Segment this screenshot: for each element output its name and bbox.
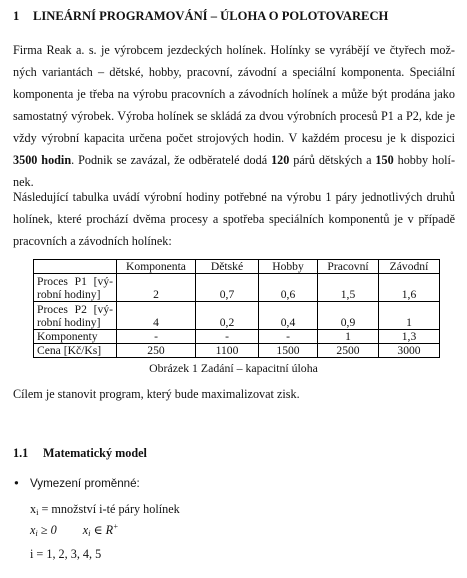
bold-hobby-count: 150 [375, 153, 394, 167]
intro-paragraph [13, 39, 455, 193]
section-number: 1 [13, 9, 20, 23]
table-cell: 1 [318, 330, 379, 344]
table-header-cell: Komponenta [117, 260, 196, 274]
bold-hours: 3500 hodin [13, 153, 72, 167]
table-header-cell: Hobby [259, 260, 318, 274]
figure-caption: Obrázek 1 Zadání – kapacitní úloha [149, 361, 318, 375]
intro-line [13, 149, 455, 171]
var-description: = množství i-té páry holínek [38, 502, 180, 516]
cond-domain: ∈ R [90, 523, 114, 537]
table-cell: 1 [379, 302, 440, 330]
table-cell: 250 [117, 344, 196, 358]
table-row [34, 302, 440, 330]
cond-subscript: i [88, 528, 91, 538]
table-header-cell: Závodní [379, 260, 440, 274]
intro-line: nek. [13, 175, 34, 189]
cond-superscript: + [113, 522, 119, 531]
intro-text: . Podnik se zavázal, že odběratelé dodá [71, 153, 272, 167]
intro-line: ných variantách – dětské, hobby, pracovní, závodní a speciální komponenta. Speciální [13, 65, 455, 79]
intro-text: párů dětských a [289, 153, 376, 167]
intro-line: vždy výrobní kapacita určena počet strojových hodin. V každém procesu je k dispozici [13, 131, 455, 145]
table-header-cell: Pracovní [318, 260, 379, 274]
cond-symbol: x [30, 523, 36, 537]
table-header-cell: Dětské [196, 260, 259, 274]
table-cell: 2 [117, 274, 196, 302]
index-range: i = 1, 2, 3, 4, 5 [30, 547, 102, 561]
capacity-table [33, 259, 440, 358]
table-cell: 0,9 [318, 302, 379, 330]
intro-line: komponenta je třeba na výrobu pracovních a závodních holínek a může být prodána jako [13, 87, 455, 101]
row-label-line: Proces P2 [vý- [37, 303, 113, 316]
variable-definition [30, 502, 180, 517]
intro-line: samostatný výrobek. Výroba holínek se skládá za dvou výrobních procesů P1 a P2, kde je [13, 109, 455, 123]
cond-subscript: i [35, 528, 38, 538]
subsection-heading [13, 446, 147, 461]
row-label [34, 302, 117, 330]
subsection-title: Matematický model [43, 446, 147, 460]
table-cell: 4 [117, 302, 196, 330]
para-line: holínek, které prochází dvěma procesy a spotřeba speciálních komponentů je v případě [13, 212, 455, 226]
table-cell: 2500 [318, 344, 379, 358]
table-row [34, 344, 440, 358]
row-label-line: robní hodiny] [37, 316, 101, 329]
table-row [34, 330, 440, 344]
cond-nonneg: ≥ 0 [37, 523, 57, 537]
table-cell: 0,7 [196, 274, 259, 302]
table-header-cell [34, 260, 117, 274]
table-cell: 3000 [379, 344, 440, 358]
para-line: pracovních a závodních holínek: [13, 234, 172, 248]
intro-line: Firma Reak a. s. je výrobcem jezdeckých holínek. Holínky se vyrábějí ve čtyřech mož- [13, 43, 455, 57]
bullet-icon: • [13, 476, 20, 490]
row-label-line: Proces P1 [vý- [37, 275, 113, 288]
bullet-item [13, 476, 140, 490]
table-cell: 1100 [196, 344, 259, 358]
table-cell: 1,6 [379, 274, 440, 302]
row-label: Komponenty [34, 330, 117, 344]
intro-text: hobby holí- [393, 153, 455, 167]
bold-children-count: 120 [271, 153, 290, 167]
var-symbol: x [30, 502, 37, 516]
row-label [34, 274, 117, 302]
table-cell: 1,5 [318, 274, 379, 302]
table-row [34, 274, 440, 302]
table-cell: - [196, 330, 259, 344]
table-header-row [34, 260, 440, 274]
row-label-line: robní hodiny] [37, 288, 101, 301]
cond-symbol: x [82, 523, 89, 537]
table-intro-paragraph [13, 186, 455, 252]
row-label: Cena [Kč/Ks] [34, 344, 117, 358]
table-cell: 1,3 [379, 330, 440, 344]
section-heading [13, 9, 453, 24]
section-title: LINEÁRNÍ PROGRAMOVÁNÍ – ÚLOHA O POLOTOVARECH [33, 9, 389, 23]
variable-conditions [30, 522, 118, 538]
table-cell: - [259, 330, 318, 344]
subsection-number: 1.1 [13, 446, 29, 460]
table-cell: 1500 [259, 344, 318, 358]
goal-paragraph: Cílem je stanovit program, který bude maximalizovat zisk. [13, 387, 300, 401]
table-cell: 0,4 [259, 302, 318, 330]
var-subscript: i [36, 507, 39, 517]
table-cell: 0,6 [259, 274, 318, 302]
bullet-text: Vymezení proměnné: [30, 477, 140, 490]
table-cell: 0,2 [196, 302, 259, 330]
para-line: Následující tabulka uvádí výrobní hodiny potřebné na výrobu 1 páry jednotlivých druhů [13, 190, 455, 204]
table-cell: - [117, 330, 196, 344]
